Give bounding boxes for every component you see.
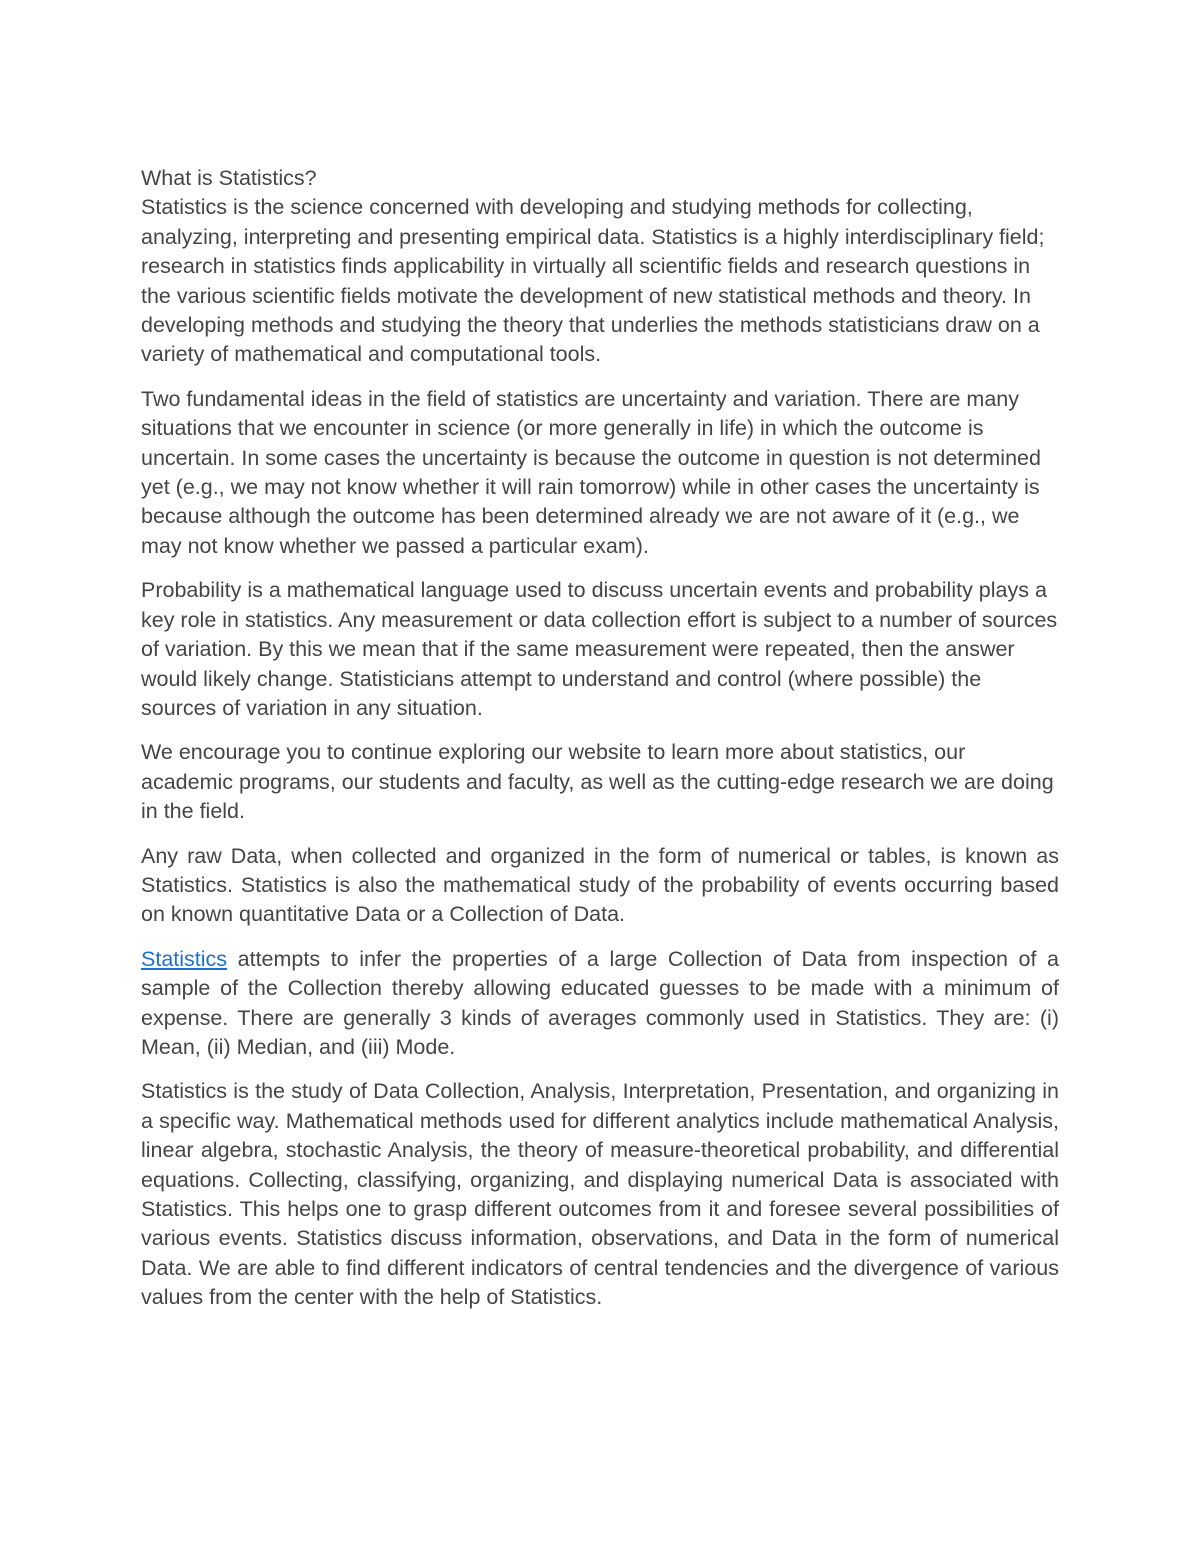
document-page: [141, 164, 1059, 1328]
statistics-link[interactable]: Statistics: [141, 946, 228, 971]
paragraph-inference-text: attempts to infer the properties of a large Collection of Data from inspection of a sample of the Collection thereby allowing educated guesses to be made with a minimum of expense. There are generally 3 kinds of averages commonly used in Statistics. They are: (i) Mean, (ii) Median, and (iii) Mode.: [141, 946, 1059, 1059]
paragraph-study: Statistics is the study of Data Collection, Analysis, Interpretation, Presentation, and organizing in a specific way. Mathematical methods used for different analytics include mathematical Analysis, linear algebra, stochastic Analysis, the theory of measure-theoretical probability, and differential equations. Collecting, classifying, organizing, and displaying numerical Data is associated with Statistics. This helps one to grasp different outcomes from it and foresee several possibilities of various events. Statistics discuss information, observations, and Data in the form of numerical Data. We are able to find different indicators of central tendencies and the divergence of various values from the center with the help of Statistics.: [141, 1079, 1059, 1310]
paragraph-definition: Statistics is the science concerned with developing and studying methods for collecting, analyzing, interpreting and presenting empirical data. Statistics is a highly interdisciplinary field; research in statistics finds applicability in virtually all scientific fields and research questions in the various scientific fields motivate the development of new statistical methods and theory. In developing methods and studying the theory that underlies the methods statisticians draw on a variety of mathematical and computational tools.: [141, 195, 1045, 367]
paragraph-uncertainty: Two fundamental ideas in the field of statistics are uncertainty and variation. There are many situations that we encounter in science (or more generally in life) in which the outcome is uncertain. In some cases the uncertainty is because the outcome in question is not determined yet (e.g., we may not know whether it will rain tomorrow) while in other cases the uncertainty is because although the outcome has been determined already we are not aware of it (e.g., we may not know whether we passed a particular exam).: [141, 386, 1041, 558]
paragraph-inference: [141, 945, 1059, 1063]
paragraph-encourage: We encourage you to continue exploring our website to learn more about statistics, our academic programs, our students and faculty, as well as the cutting-edge research we are doing in the field.: [141, 740, 1054, 824]
paragraph-raw-data: Any raw Data, when collected and organized in the form of numerical or tables, is known as Statistics. Statistics is also the mathematical study of the probability of events occurring based on known quantitative Data or a Collection of Data.: [141, 843, 1059, 927]
document-title: What is Statistics?: [141, 166, 317, 190]
paragraph-probability: Probability is a mathematical language used to discuss uncertain events and probability plays a key role in statistics. Any measurement or data collection effort is subject to a number of sources of variation. By this we mean that if the same measurement were repeated, then the answer would likely change. Statisticians attempt to understand and control (where possible) the sources of variation in any situation.: [141, 578, 1058, 720]
